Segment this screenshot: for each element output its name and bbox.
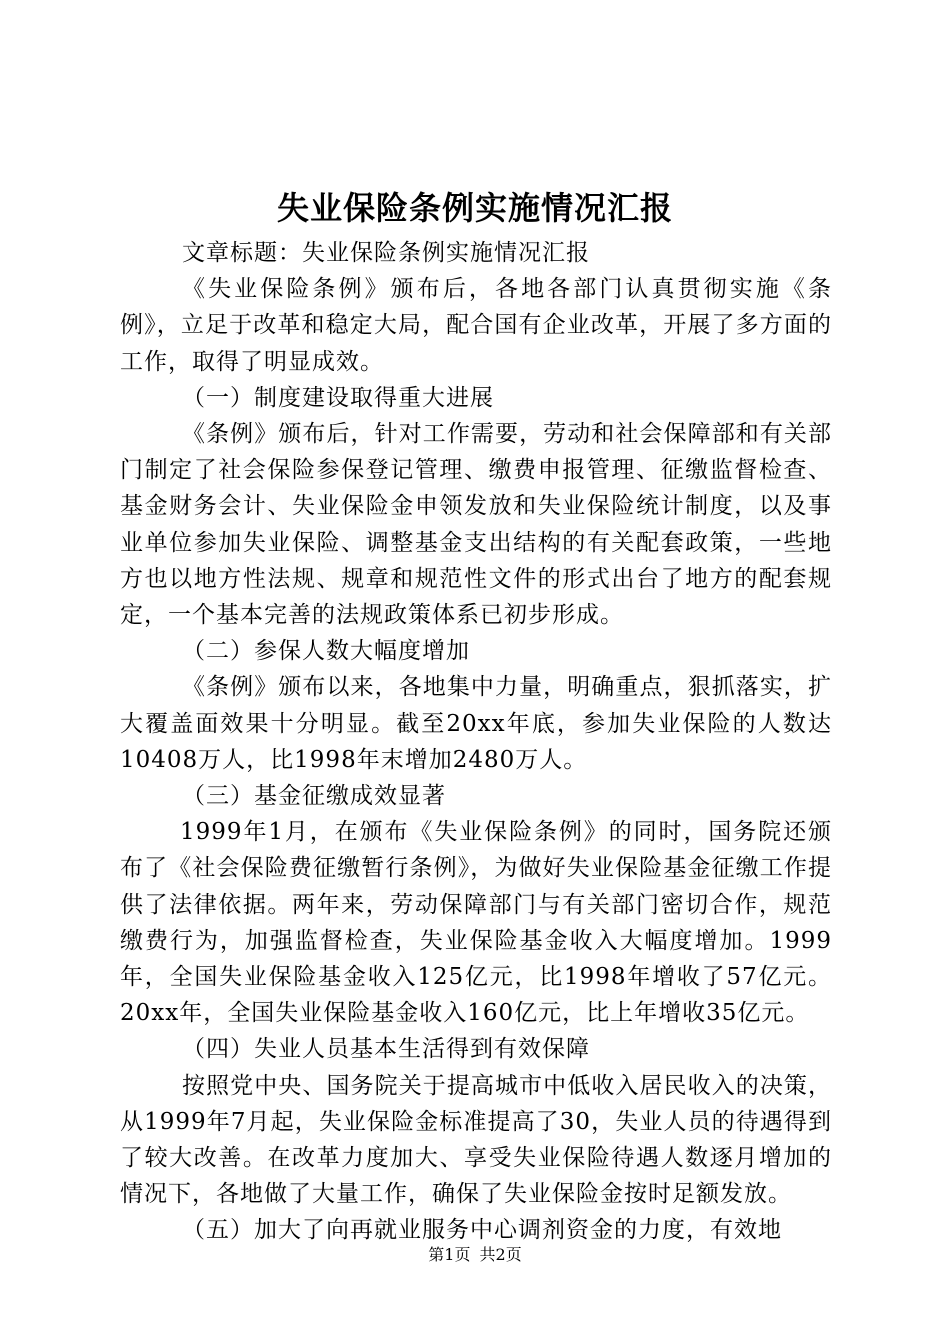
section-heading-4: （四）失业人员基本生活得到有效保障 [182, 1036, 590, 1063]
section-paragraph-4: 按照党中央、国务院关于提高城市中低收入居民收入的决策，从1999年7月起，失业保险金标准提高了30，失业人员的待遇得到了较大改善。在改革力度加大、享受失业保险待遇人数逐月增加的情况下，各地做了大量工作，确保了失业保险金按时足额发放。 [120, 1072, 832, 1208]
section-paragraph-2: 《条例》颁布以来，各地集中力量，明确重点，狠抓落实，扩大覆盖面效果十分明显。截至20xx年底，参加失业保险的人数达10408万人，比1998年末增加2480万人。 [120, 674, 832, 773]
section-heading-5: （五）加大了向再就业服务中心调剂资金的力度，有效地 [182, 1217, 782, 1244]
section-heading-2: （二）参保人数大幅度增加 [182, 638, 470, 665]
document-title: 失业保险条例实施情况汇报 [276, 189, 673, 227]
section-paragraph-3: 1999年1月，在颁布《失业保险条例》的同时，国务院还颁布了《社会保险费征缴暂行条例》，为做好失业保险基金征缴工作提供了法律依据。两年来，劳动保障部门与有关部门密切合作，规范缴费行为，加强监督检查，失业保险基金收入大幅度增加。1999年，全国失业保险基金收入125亿元，比1998年增收了57亿元。20xx年，全国失业保险基金收入160亿元，比上年增收35亿元。 [120, 819, 832, 1027]
section-heading-3: （三）基金征缴成效显著 [182, 783, 446, 810]
document-body [120, 235, 832, 1249]
section-paragraph-1: 《条例》颁布后，针对工作需要，劳动和社会保障部和有关部门制定了社会保险参保登记管理、缴费申报管理、征缴监督检查、基金财务会计、失业保险金申领发放和失业保险统计制度，以及事业单位参加失业保险、调整基金支出结构的有关配套政策，一些地方也以地方性法规、规章和规范性文件的形式出台了地方的配套规定，一个基本完善的法规政策体系已初步形成。 [120, 421, 832, 629]
page-number: 第1页 [428, 1245, 471, 1264]
article-title-line: 文章标题：失业保险条例实施情况汇报 [182, 240, 590, 266]
page-footer [0, 1244, 950, 1266]
section-heading-1: （一）制度建设取得重大进展 [182, 384, 494, 411]
page-total: 共2页 [479, 1245, 522, 1264]
intro-paragraph: 《失业保险条例》颁布后，各地各部门认真贯彻实施《条例》，立足于改革和稳定大局，配合国有企业改革，开展了多方面的工作，取得了明显成效。 [120, 276, 832, 375]
